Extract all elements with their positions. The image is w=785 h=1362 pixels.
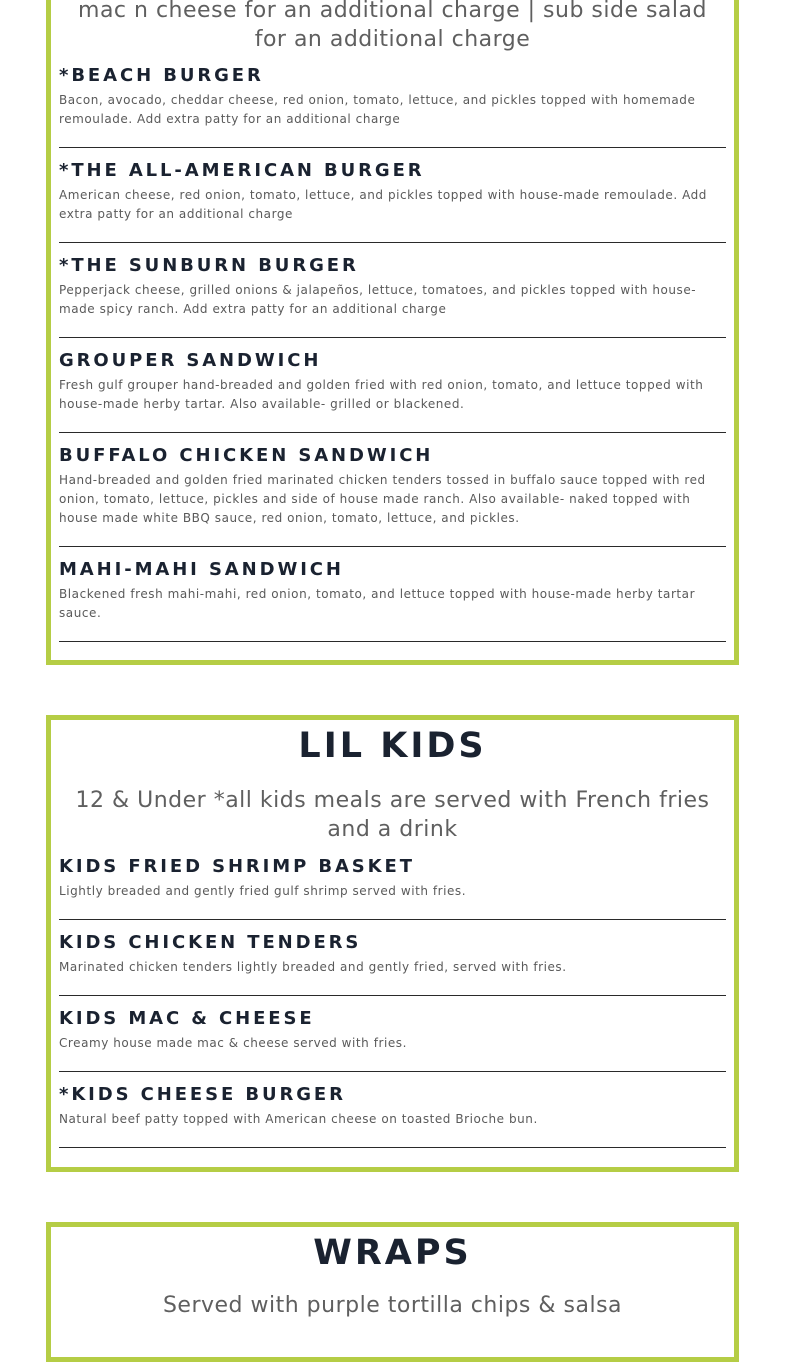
menu-item-name: KIDS FRIED SHRIMP BASKET — [59, 856, 415, 877]
menu-item-name: BUFFALO CHICKEN SANDWICH — [59, 445, 434, 466]
menu-item — [59, 856, 726, 920]
burgers-section — [46, 0, 739, 665]
wraps-title: WRAPS — [313, 1233, 472, 1273]
menu-item — [59, 160, 726, 243]
kids-subtitle: 12 & Under *all kids meals are served with French fries and a drink — [75, 788, 710, 842]
kids-section — [46, 715, 739, 1172]
menu-item-desc: Fresh gulf grouper hand-breaded and golden fried with red onion, tomato, and lettuce topped with house-made herby tartar. Also available- grilled or blackened. — [59, 378, 704, 411]
wraps-subtitle: Served with purple tortilla chips & salsa — [162, 1293, 623, 1318]
menu-item-desc: Natural beef patty topped with American cheese on toasted Brioche bun. — [59, 1112, 538, 1126]
menu-item-name: KIDS CHICKEN TENDERS — [59, 932, 362, 953]
wraps-section — [46, 1222, 739, 1362]
menu-item-name: *BEACH BURGER — [59, 65, 264, 86]
menu-item — [59, 65, 726, 148]
menu-item-desc: Pepperjack cheese, grilled onions & jalapeños, lettuce, tomatoes, and pickles topped with house-made spicy ranch. Add extra patty for an additional charge — [59, 283, 697, 316]
menu-item-name: KIDS MAC & CHEESE — [59, 1008, 315, 1029]
menu-item-name: GROUPER SANDWICH — [59, 350, 322, 371]
burgers-subtitle: mac n cheese for an additional charge | sub side salad for an additional charge — [78, 0, 707, 52]
menu-item-name: *KIDS CHEESE BURGER — [59, 1084, 346, 1105]
menu-item — [59, 1008, 726, 1072]
menu-item-desc: Blackened fresh mahi-mahi, red onion, tomato, and lettuce topped with house-made herby tartar sauce. — [59, 587, 696, 620]
menu-item-name: MAHI-MAHI SANDWICH — [59, 559, 344, 580]
menu-item — [59, 255, 726, 338]
menu-item — [59, 932, 726, 996]
menu-item-desc: Marinated chicken tenders lightly breaded and gently fried, served with fries. — [59, 960, 567, 974]
menu-item-desc: Hand-breaded and golden fried marinated chicken tenders tossed in buffalo sauce topped with red onion, tomato, lettuce, pickles and side of house made ranch. Also available- naked topped with house made white BBQ sauce, red onion, tomato, lettuce, and pickles. — [59, 473, 706, 525]
menu-item — [59, 350, 726, 433]
menu-item-name: *THE SUNBURN BURGER — [59, 255, 359, 276]
menu-item-name: *THE ALL-AMERICAN BURGER — [59, 160, 425, 181]
menu-item-desc: American cheese, red onion, tomato, lettuce, and pickles topped with house-made remoulade. Add extra patty for an additional charge — [59, 188, 707, 221]
kids-title: LIL KIDS — [298, 726, 487, 766]
menu-item-desc: Bacon, avocado, cheddar cheese, red onion, tomato, lettuce, and pickles topped with homemade remoulade. Add extra patty for an additional charge — [59, 93, 696, 126]
menu-item-desc: Creamy house made mac & cheese served with fries. — [59, 1036, 407, 1050]
menu-item — [59, 559, 726, 642]
menu-item — [59, 445, 726, 547]
menu-item-desc: Lightly breaded and gently fried gulf shrimp served with fries. — [59, 884, 467, 898]
menu-item — [59, 1084, 726, 1148]
